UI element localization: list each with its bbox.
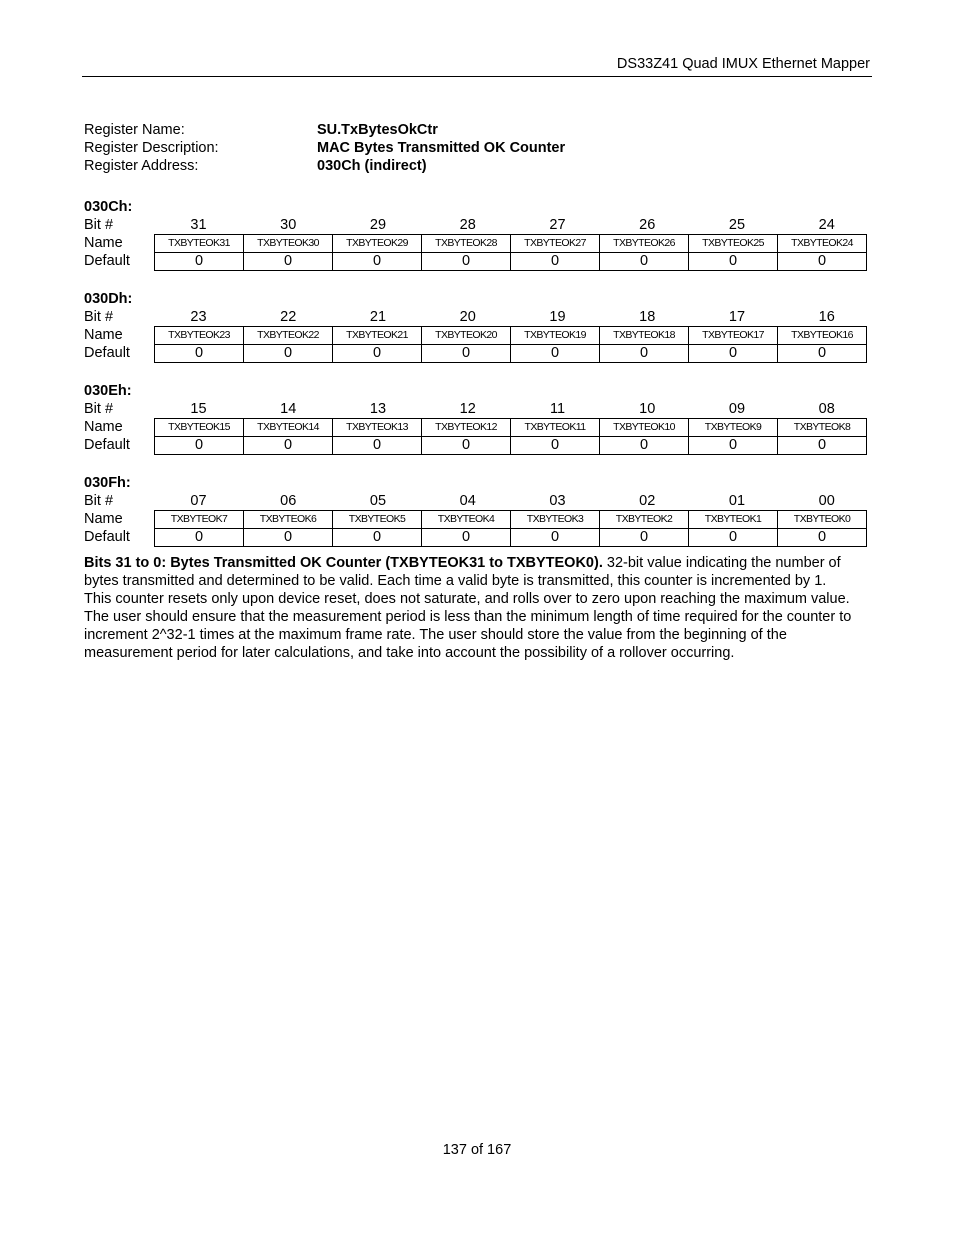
bit-name-table [154,326,867,345]
bit-default-label: Default [84,345,130,361]
bit-number: 10 [639,401,656,417]
bit-default-cell: 0 [600,437,689,455]
bit-default-cell: 0 [778,529,867,547]
bit-number: 13 [369,401,387,417]
bit-default-cell: 0 [155,437,244,455]
bit-number: 06 [280,493,297,509]
bit-name-cell: TXBYTEOK28 [422,235,511,253]
bit-number: 17 [728,309,746,325]
bit-default-table [154,436,867,455]
bit-name-cell: TXBYTEOK30 [244,235,333,253]
bit-default-cell: 0 [778,437,867,455]
register-block [84,382,874,454]
bit-number-label: Bit # [84,401,114,417]
bit-name-cell: TXBYTEOK18 [600,327,689,345]
bit-name-cell: TXBYTEOK1 [689,511,778,529]
register-address-value: 030Ch (indirect) [317,158,427,174]
bit-number-label: Bit # [84,493,114,509]
bit-number: 31 [190,217,207,233]
bit-name-cell: TXBYTEOK2 [600,511,689,529]
bit-default-cell: 0 [333,529,422,547]
bit-default-cell: 0 [244,345,333,363]
register-address-label: Register Address: [84,158,199,174]
bit-number-label: Bit # [84,217,114,233]
bit-name-cell: TXBYTEOK12 [422,419,511,437]
header-divider [82,76,872,77]
bit-default-cell: 0 [422,529,511,547]
bit-number-row [84,492,874,510]
bit-name-cell: TXBYTEOK22 [244,327,333,345]
bit-default-label: Default [84,253,130,269]
bit-number: 27 [549,217,566,233]
bit-default-cell: 0 [244,437,333,455]
bit-default-cell: 0 [689,529,778,547]
bit-default-cell: 0 [422,253,511,271]
bit-default-row [84,436,874,454]
bit-number: 25 [728,217,746,233]
bit-name-cell: TXBYTEOK8 [778,419,867,437]
bit-number: 21 [369,309,387,325]
bit-number-row [84,216,874,234]
bit-default-cell: 0 [511,437,600,455]
bit-name-cell: TXBYTEOK19 [511,327,600,345]
register-block [84,474,874,546]
bit-number: 15 [190,401,207,417]
bit-number: 00 [818,493,835,509]
bit-name-table [154,418,867,437]
bit-name-cell: TXBYTEOK14 [244,419,333,437]
bit-number: 19 [549,309,566,325]
bit-default-cell: 0 [600,345,689,363]
register-block-title: 030Ch: [84,199,133,215]
bit-description-heading: Bits 31 to 0: Bytes Transmitted OK Counter (TXBYTEOK31 to TXBYTEOK0). [84,555,603,571]
bit-default-cell: 0 [511,345,600,363]
bit-default-table [154,528,867,547]
bit-name-cell: TXBYTEOK26 [600,235,689,253]
bit-default-cell: 0 [333,253,422,271]
bit-name-cell: TXBYTEOK31 [155,235,244,253]
bit-name-row [84,234,874,252]
bit-name-label: Name [84,419,123,435]
bit-name-table [154,234,867,253]
register-name-label: Register Name: [84,122,185,138]
bit-name-row [84,326,874,344]
bit-default-cell: 0 [511,253,600,271]
bit-name-cell: TXBYTEOK9 [689,419,778,437]
bit-description-text: 32-bit value indicating the number of bytes transmitted and determined to be valid. Each time a valid byte is transmitted, this counter is incremented by 1. This counter resets only upon device reset, does not saturate, and rolls over to zero upon reaching the maximum value. The user should ensure that the measurement period is less than the minimum length of time required for the counter to increment 2^32-1 times at the maximum frame rate. The user should store the value from the beginning of the measurement period for later calculations, and take into account the possibility of a rollover occurring. [84,555,852,661]
bit-name-cell: TXBYTEOK23 [155,327,244,345]
bit-number: 26 [639,217,656,233]
bit-number-row [84,400,874,418]
register-block-title: 030Dh: [84,291,133,307]
bit-name-cell: TXBYTEOK3 [511,511,600,529]
bit-name-cell: TXBYTEOK11 [511,419,600,437]
bit-default-cell: 0 [155,529,244,547]
bit-number: 14 [280,401,297,417]
bit-number: 03 [549,493,566,509]
bit-name-cell: TXBYTEOK0 [778,511,867,529]
bit-number: 16 [818,309,835,325]
bit-default-row [84,252,874,270]
bit-default-table [154,252,867,271]
bit-number: 24 [818,217,835,233]
bit-name-cell: TXBYTEOK27 [511,235,600,253]
bit-number: 30 [280,217,297,233]
bit-default-cell: 0 [333,437,422,455]
bit-number: 29 [369,217,387,233]
bit-default-cell: 0 [333,345,422,363]
bit-default-cell: 0 [600,529,689,547]
bit-name-cell: TXBYTEOK21 [333,327,422,345]
register-description-label: Register Description: [84,140,219,156]
bit-number: 04 [459,493,476,509]
bit-name-cell: TXBYTEOK10 [600,419,689,437]
bit-default-cell: 0 [244,529,333,547]
bit-default-row [84,344,874,362]
bit-name-label: Name [84,511,123,527]
bit-number: 28 [459,217,476,233]
bit-default-cell: 0 [155,345,244,363]
bit-number: 22 [280,309,297,325]
bit-number: 18 [639,309,656,325]
bit-name-table [154,510,867,529]
bit-default-label: Default [84,437,130,453]
bit-number: 11 [549,401,566,417]
bit-number: 08 [818,401,835,417]
bit-name-cell: TXBYTEOK15 [155,419,244,437]
bit-name-cell: TXBYTEOK4 [422,511,511,529]
bit-name-cell: TXBYTEOK13 [333,419,422,437]
bit-default-cell: 0 [778,345,867,363]
bit-default-row [84,528,874,546]
bit-default-cell: 0 [600,253,689,271]
bit-name-label: Name [84,327,123,343]
bit-number-row [84,308,874,326]
bit-name-cell: TXBYTEOK16 [778,327,867,345]
bit-default-cell: 0 [155,253,244,271]
bit-name-cell: TXBYTEOK20 [422,327,511,345]
bit-default-label: Default [84,529,130,545]
bit-name-cell: TXBYTEOK17 [689,327,778,345]
register-description-value: MAC Bytes Transmitted OK Counter [317,140,566,156]
bit-default-cell: 0 [422,345,511,363]
bit-number-label: Bit # [84,309,114,325]
bit-default-cell: 0 [778,253,867,271]
bit-default-table [154,344,867,363]
bit-default-cell: 0 [422,437,511,455]
bit-name-cell: TXBYTEOK24 [778,235,867,253]
document-header-title: DS33Z41 Quad IMUX Ethernet Mapper [616,56,870,72]
bit-default-cell: 0 [689,437,778,455]
bit-name-cell: TXBYTEOK5 [333,511,422,529]
register-block-title: 030Eh: [84,383,132,399]
bit-number: 02 [639,493,656,509]
register-block [84,290,874,362]
register-block [84,198,874,270]
bit-default-cell: 0 [689,253,778,271]
bit-name-cell: TXBYTEOK6 [244,511,333,529]
bit-number: 01 [728,493,746,509]
bit-number: 23 [190,309,207,325]
bit-name-cell: TXBYTEOK29 [333,235,422,253]
bit-name-label: Name [84,235,123,251]
bit-name-cell: TXBYTEOK7 [155,511,244,529]
bit-default-cell: 0 [244,253,333,271]
bit-name-cell: TXBYTEOK25 [689,235,778,253]
register-block-title: 030Fh: [84,475,131,491]
bit-number: 07 [190,493,207,509]
bit-default-cell: 0 [511,529,600,547]
bit-number: 09 [728,401,746,417]
bit-name-row [84,510,874,528]
bit-name-row [84,418,874,436]
bit-number: 20 [459,309,476,325]
page-number: 137 of 167 [442,1142,512,1158]
register-name-value: SU.TxBytesOkCtr [317,122,438,138]
bit-number: 12 [459,401,476,417]
bit-number: 05 [369,493,387,509]
bit-description [84,554,854,662]
bit-default-cell: 0 [689,345,778,363]
